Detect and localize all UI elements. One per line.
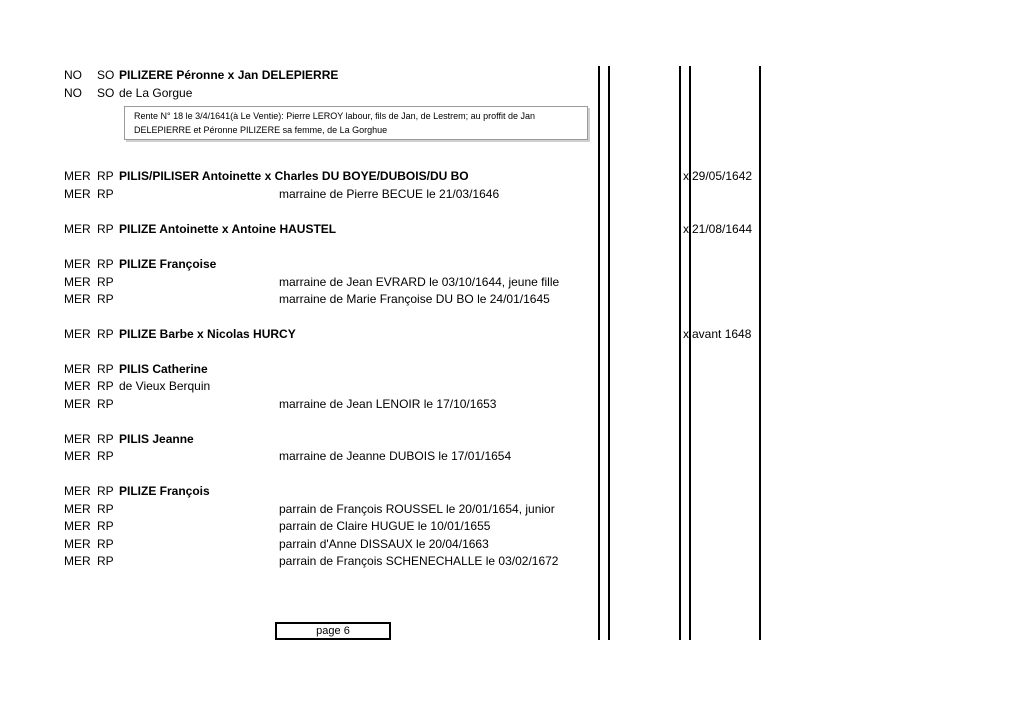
record-row <box>0 552 1024 570</box>
place-text: de Vieux Berquin <box>119 379 211 393</box>
record-row <box>0 66 1024 84</box>
event-detail: marraine de Jean LENOIR le 17/10/1653 <box>279 397 497 411</box>
parish-code: MER <box>64 554 91 568</box>
event-detail: marraine de Jeanne DUBOIS le 17/01/1654 <box>279 449 512 463</box>
source-code: RP <box>97 484 114 498</box>
parish-code: MER <box>64 187 91 201</box>
record-row <box>0 500 1024 518</box>
person-name: PILIZE François <box>119 484 210 498</box>
event-detail: parrain de François SCHENECHALLE le 03/02/1672 <box>279 554 559 568</box>
record-row <box>0 377 1024 395</box>
place-text: de La Gorgue <box>119 86 193 100</box>
marriage-mark: x <box>683 169 689 183</box>
parish-code: MER <box>64 222 91 236</box>
record-row <box>0 167 1024 185</box>
parish-code: MER <box>64 537 91 551</box>
record-row <box>0 395 1024 413</box>
parish-code: MER <box>64 519 91 533</box>
record-row <box>0 290 1024 308</box>
event-detail: marraine de Pierre BECUE le 21/03/1646 <box>279 187 500 201</box>
source-code: RP <box>97 379 114 393</box>
parish-code: NO <box>64 86 82 100</box>
event-detail: parrain d'Anne DISSAUX le 20/04/1663 <box>279 537 489 551</box>
person-name: PILIZE Barbe x Nicolas HURCY <box>119 327 296 341</box>
source-code: RP <box>97 449 114 463</box>
record-row <box>0 325 1024 343</box>
event-detail: parrain de Claire HUGUE le 10/01/1655 <box>279 519 491 533</box>
parish-code: NO <box>64 68 82 82</box>
record-row <box>0 84 1024 102</box>
parish-code: MER <box>64 432 91 446</box>
marriage-mark: x <box>683 222 689 236</box>
marriage-date: 21/08/1644 <box>692 222 753 236</box>
record-row <box>0 360 1024 378</box>
record-row <box>0 535 1024 553</box>
source-code: RP <box>97 327 114 341</box>
source-code: RP <box>97 554 114 568</box>
parish-code: MER <box>64 292 91 306</box>
record-row <box>0 185 1024 203</box>
person-name: PILIZE Françoise <box>119 257 217 271</box>
source-code: RP <box>97 432 114 446</box>
event-detail: marraine de Marie Françoise DU BO le 24/01/1645 <box>279 292 550 306</box>
source-code: RP <box>97 187 114 201</box>
person-name: PILIS Catherine <box>119 362 208 376</box>
parish-code: MER <box>64 275 91 289</box>
event-detail: marraine de Jean EVRARD le 03/10/1644, jeune fille <box>279 275 560 289</box>
record-row <box>0 255 1024 273</box>
person-name: PILIS Jeanne <box>119 432 194 446</box>
source-code: RP <box>97 222 114 236</box>
source-code: RP <box>97 362 114 376</box>
marriage-mark: x <box>683 327 689 341</box>
parish-code: MER <box>64 362 91 376</box>
source-code: RP <box>97 502 114 516</box>
marriage-date: avant 1648 <box>692 327 752 341</box>
source-code: RP <box>97 275 114 289</box>
record-row <box>0 447 1024 465</box>
parish-code: MER <box>64 379 91 393</box>
record-row <box>0 430 1024 448</box>
page-number-box <box>275 622 391 640</box>
person-name: PILIZERE Péronne x Jan DELEPIERRE <box>119 68 339 82</box>
source-code: RP <box>97 519 114 533</box>
source-code: SO <box>97 68 115 82</box>
marriage-date: 29/05/1642 <box>692 169 753 183</box>
event-detail: parrain de François ROUSSEL le 20/01/1654, junior <box>279 502 555 516</box>
record-row <box>0 482 1024 500</box>
parish-code: MER <box>64 169 91 183</box>
record-row <box>0 273 1024 291</box>
source-code: RP <box>97 292 114 306</box>
parish-code: MER <box>64 257 91 271</box>
source-code: RP <box>97 169 114 183</box>
person-name: PILIS/PILISER Antoinette x Charles DU BOYE/DUBOIS/DU BO <box>119 169 469 183</box>
page-number: page 6 <box>316 625 350 637</box>
parish-code: MER <box>64 484 91 498</box>
source-code: RP <box>97 257 114 271</box>
parish-code: MER <box>64 397 91 411</box>
parish-code: MER <box>64 502 91 516</box>
person-name: PILIZE Antoinette x Antoine HAUSTEL <box>119 222 337 236</box>
source-code: RP <box>97 397 114 411</box>
source-code: RP <box>97 537 114 551</box>
source-code: SO <box>97 86 115 100</box>
record-row <box>0 517 1024 535</box>
rente-note: Rente N° 18 le 3/4/1641(à Le Ventie): Pierre LEROY labour, fils de Jan, de Lestrem; au proffit de Jan DELEPIERRE et Péronne PILIZERE sa femme, de La Gorghue <box>124 106 588 140</box>
record-row <box>0 220 1024 238</box>
parish-code: MER <box>64 327 91 341</box>
parish-code: MER <box>64 449 91 463</box>
